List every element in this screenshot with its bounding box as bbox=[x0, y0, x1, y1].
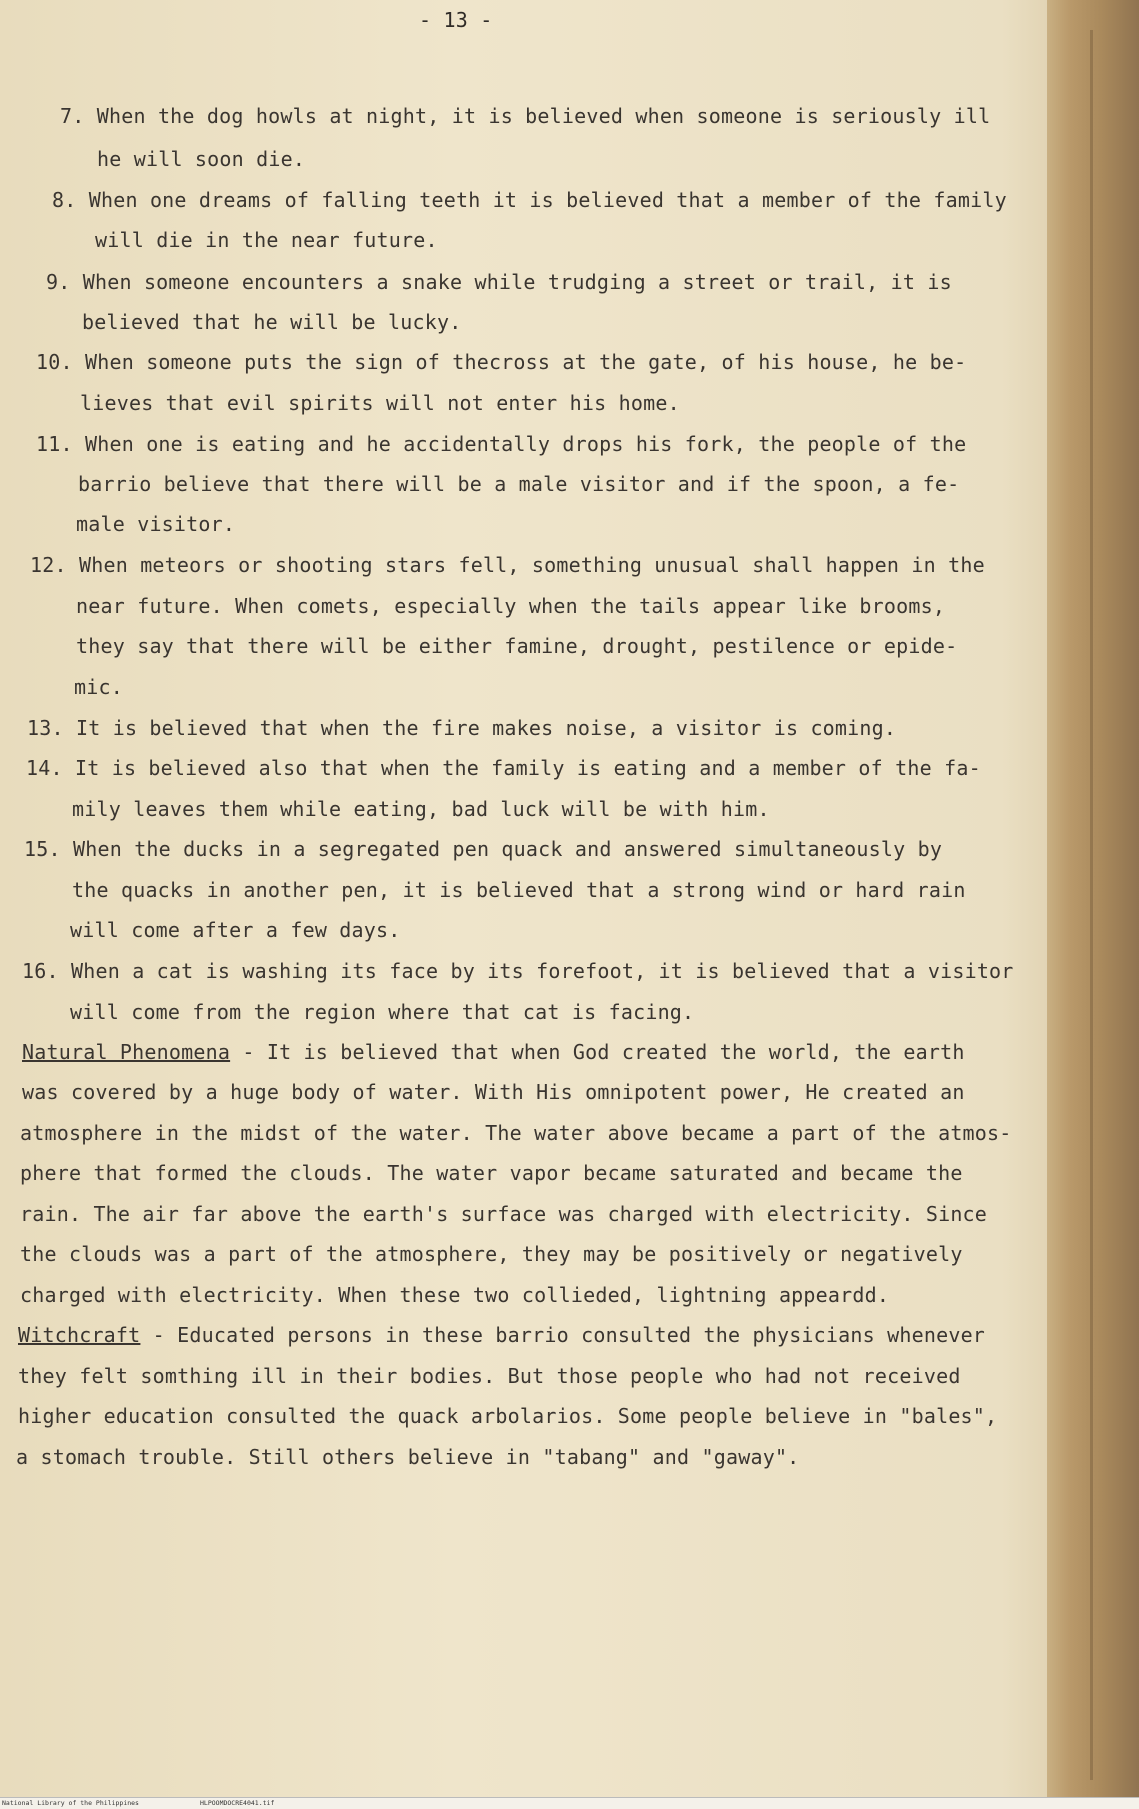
list-item-9-line-1: 9. When someone encounters a snake while trudging a street or trail, it is bbox=[46, 270, 952, 294]
list-item-10-line-2: lieves that evil spirits will not enter his home. bbox=[80, 391, 680, 415]
list-item-16-line-1: 16. When a cat is washing its face by its forefoot, it is believed that a visitor bbox=[22, 959, 1014, 983]
list-item-14-line-2: mily leaves them while eating, bad luck will be with him. bbox=[72, 797, 770, 821]
list-item-8-line-1: 8. When one dreams of falling teeth it is believed that a member of the family bbox=[52, 188, 1007, 212]
list-item-15-line-3: will come after a few days. bbox=[70, 918, 401, 942]
footer-library-credit: National Library of the Philippines bbox=[2, 1799, 139, 1807]
scan-footer-band bbox=[0, 1797, 1139, 1809]
witchcraft-line-3: higher education consulted the quack arbolarios. Some people believe in "bales", bbox=[18, 1404, 998, 1428]
list-item-14-line-1: 14. It is believed also that when the family is eating and a member of the fa- bbox=[26, 756, 981, 780]
list-item-12-line-4: mic. bbox=[74, 675, 123, 699]
footer-file-name: HLPOOMDOCRE4041.tif bbox=[200, 1799, 275, 1807]
witchcraft-line-4: a stomach trouble. Still others believe in "tabang" and "gaway". bbox=[16, 1445, 800, 1469]
list-item-7-line-2: he will soon die. bbox=[97, 147, 306, 171]
natural-phenomena-line-7: charged with electricity. When these two collieded, lightning appeardd. bbox=[20, 1283, 890, 1307]
witchcraft-line-1: Witchcraft - Educated persons in these barrio consulted the physicians whenever bbox=[18, 1323, 986, 1347]
list-item-11-line-1: 11. When one is eating and he accidentally drops his fork, the people of the bbox=[36, 432, 967, 456]
page-number: - 13 - bbox=[419, 8, 493, 32]
natural-phenomena-line-2: was covered by a huge body of water. With His omnipotent power, He created an bbox=[22, 1080, 965, 1104]
natural-phenomena-line-4: phere that formed the clouds. The water vapor became saturated and became the bbox=[20, 1161, 963, 1185]
natural-phenomena-heading: Natural Phenomena bbox=[22, 1040, 231, 1064]
list-item-16-line-2: will come from the region where that cat is facing. bbox=[70, 1000, 695, 1024]
natural-phenomena-line-1: Natural Phenomena - It is believed that when God created the world, the earth bbox=[22, 1040, 965, 1064]
list-item-7-line-1: 7. When the dog howls at night, it is believed when someone is seriously ill bbox=[60, 104, 991, 128]
witchcraft-heading: Witchcraft bbox=[18, 1323, 141, 1347]
list-item-15-line-1: 15. When the ducks in a segregated pen quack and answered simultaneously by bbox=[24, 837, 943, 861]
list-item-12-line-3: they say that there will be either famine, drought, pestilence or epide- bbox=[76, 634, 958, 658]
natural-phenomena-line-3: atmosphere in the midst of the water. The water above became a part of the atmos- bbox=[20, 1121, 1012, 1145]
book-spine-edge bbox=[1047, 0, 1139, 1800]
list-item-15-line-2: the quacks in another pen, it is believed that a strong wind or hard rain bbox=[72, 878, 966, 902]
list-item-13-line-1: 13. It is believed that when the fire makes noise, a visitor is coming. bbox=[27, 716, 897, 740]
list-item-8-line-2: will die in the near future. bbox=[95, 228, 438, 252]
list-item-12-line-1: 12. When meteors or shooting stars fell, something unusual shall happen in the bbox=[30, 553, 985, 577]
list-item-9-line-2: believed that he will be lucky. bbox=[82, 310, 462, 334]
natural-phenomena-line-6: the clouds was a part of the atmosphere, they may be positively or negatively bbox=[20, 1242, 963, 1266]
list-item-12-line-2: near future. When comets, especially when the tails appear like brooms, bbox=[76, 594, 946, 618]
list-item-10-line-1: 10. When someone puts the sign of thecross at the gate, of his house, he be- bbox=[36, 350, 967, 374]
page-edge-shadow bbox=[1090, 30, 1093, 1780]
list-item-11-line-2: barrio believe that there will be a male visitor and if the spoon, a fe- bbox=[78, 472, 960, 496]
witchcraft-line-2: they felt somthing ill in their bodies. But those people who had not received bbox=[18, 1364, 961, 1388]
natural-phenomena-line-5: rain. The air far above the earth's surface was charged with electricity. Since bbox=[20, 1202, 988, 1226]
list-item-11-line-3: male visitor. bbox=[76, 512, 236, 536]
